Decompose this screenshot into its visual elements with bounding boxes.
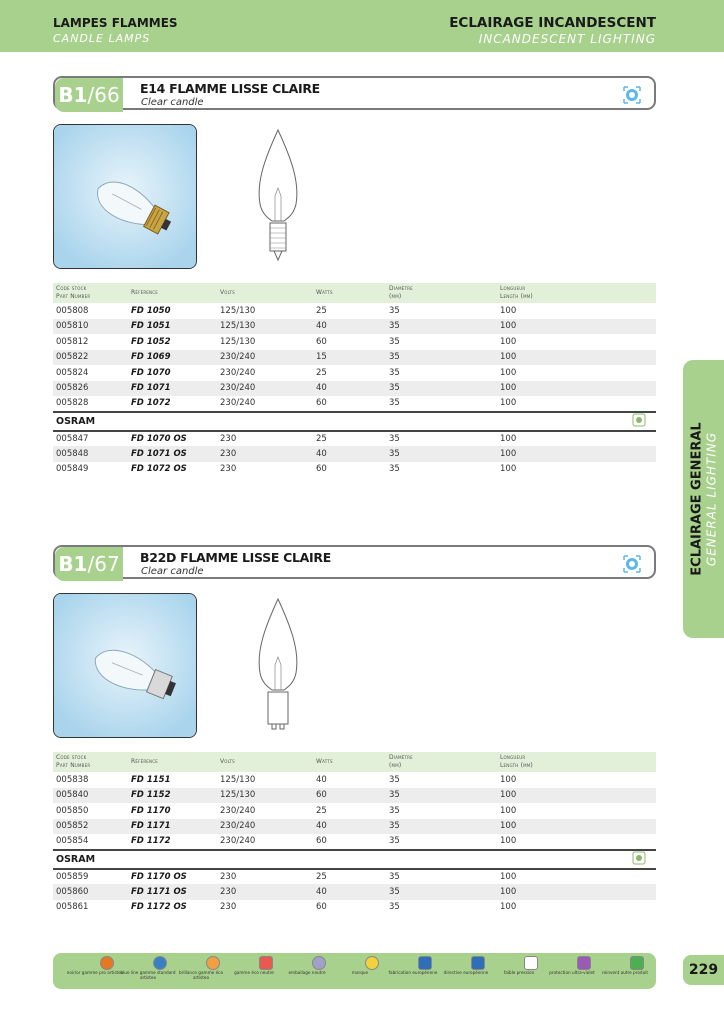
brand-product-rows	[53, 431, 656, 478]
clear-bulb-icon	[622, 85, 642, 105]
diameter-cell: 35	[389, 321, 400, 332]
watts-cell: 60	[316, 398, 327, 409]
product-section-b1-66	[53, 76, 656, 486]
column-header-length: Longueur Length (mm)	[500, 754, 533, 769]
diameter-cell: 35	[389, 886, 400, 897]
reference-cell: FD 1172 OS	[131, 902, 187, 913]
diameter-cell: 35	[389, 464, 400, 475]
volts-cell: 125/130	[220, 321, 256, 332]
length-cell: 100	[500, 836, 517, 847]
legend-label: reinvent autre produit	[601, 970, 649, 975]
length-cell: 100	[500, 448, 517, 459]
volts-cell: 230	[220, 433, 237, 444]
brand-icon	[632, 851, 646, 865]
section-title-bar	[53, 76, 656, 110]
length-cell: 100	[500, 305, 517, 316]
watts-cell: 15	[316, 352, 327, 363]
length-cell: 100	[500, 805, 517, 816]
column-header-diameter: Diamètre (mm)	[389, 754, 413, 769]
part-number-cell: 005859	[56, 871, 89, 882]
column-header-reference: Référence	[131, 758, 158, 765]
length-cell: 100	[500, 383, 517, 394]
blue-square-icon	[471, 956, 485, 970]
section-subtitle: Clear candle	[141, 97, 204, 108]
watts-cell: 40	[316, 774, 327, 785]
diameter-cell: 35	[389, 398, 400, 409]
table-row	[53, 446, 656, 462]
watts-cell: 60	[316, 902, 327, 913]
table-row	[53, 884, 656, 900]
part-number-cell: 005828	[56, 398, 89, 409]
watts-cell: 60	[316, 790, 327, 801]
legend-label: emballage neutre	[288, 970, 326, 975]
white-square-icon	[524, 956, 538, 970]
clear-bulb-icon	[622, 554, 642, 574]
orange-dot-icon	[100, 956, 114, 970]
badge-code-bold: B1	[58, 83, 88, 107]
watts-cell: 60	[316, 836, 327, 847]
volts-cell: 230/240	[220, 383, 256, 394]
orange-burst-icon	[206, 956, 220, 970]
product-photo	[53, 593, 197, 738]
volts-cell: 125/130	[220, 336, 256, 347]
column-header-part-number: Code stock Part Number	[56, 754, 91, 769]
badge-code-number: /67	[87, 552, 120, 576]
reference-cell: FD 1052	[131, 336, 171, 347]
brand-icon	[632, 413, 646, 427]
reference-cell: FD 1069	[131, 352, 171, 363]
volts-cell: 230	[220, 886, 237, 897]
reference-cell: FD 1152	[131, 790, 171, 801]
header-category-subtitle: CANDLE LAMPS	[53, 32, 151, 45]
volts-cell: 230	[220, 464, 237, 475]
table-row	[53, 381, 656, 397]
table-row	[53, 772, 656, 788]
part-number-cell: 005849	[56, 464, 89, 475]
diameter-cell: 35	[389, 836, 400, 847]
length-cell: 100	[500, 336, 517, 347]
header-section-title: ECLAIRAGE INCANDESCENT	[449, 15, 656, 31]
brand-name: OSRAM	[53, 850, 497, 869]
watts-cell: 60	[316, 464, 327, 475]
reference-cell: FD 1171	[131, 821, 171, 832]
diameter-cell: 35	[389, 821, 400, 832]
column-header-reference: Référence	[131, 289, 158, 296]
watts-cell: 40	[316, 383, 327, 394]
length-cell: 100	[500, 352, 517, 363]
part-number-cell: 005860	[56, 886, 89, 897]
part-number-cell: 005812	[56, 336, 89, 347]
column-header-volts: Volts	[220, 758, 235, 765]
yellow-dot-icon	[365, 956, 379, 970]
part-number-cell: 005838	[56, 774, 89, 785]
diameter-cell: 35	[389, 336, 400, 347]
diameter-cell: 35	[389, 902, 400, 913]
diameter-cell: 35	[389, 790, 400, 801]
part-number-cell: 005847	[56, 433, 89, 444]
badge-code-number: /66	[87, 83, 120, 107]
column-header-part-number: Code stock Part Number	[56, 285, 91, 300]
part-number-cell: 005840	[56, 790, 89, 801]
table-row	[53, 319, 656, 335]
table-row	[53, 334, 656, 350]
candle-bulb-b22d-icon	[54, 594, 197, 738]
watts-cell: 25	[316, 367, 327, 378]
product-table	[53, 283, 656, 477]
diameter-cell: 35	[389, 774, 400, 785]
brand-name: OSRAM	[53, 412, 497, 431]
length-cell: 100	[500, 886, 517, 897]
candle-bulb-e14-icon	[54, 125, 197, 269]
legend-label: faible pression	[503, 970, 535, 975]
reference-cell: FD 1072 OS	[131, 464, 187, 475]
watts-cell: 25	[316, 305, 327, 316]
brand-row	[53, 412, 656, 431]
volts-cell: 230/240	[220, 836, 256, 847]
volts-cell: 125/130	[220, 774, 256, 785]
legend-label: blue line gamme standard artisteo	[120, 970, 176, 980]
length-cell: 100	[500, 774, 517, 785]
volts-cell: 230/240	[220, 821, 256, 832]
reference-cell: FD 1050	[131, 305, 171, 316]
table-row	[53, 365, 656, 381]
product-rows	[53, 772, 656, 850]
header-left	[53, 15, 178, 46]
length-cell: 100	[500, 321, 517, 332]
diameter-cell: 35	[389, 383, 400, 394]
watts-cell: 40	[316, 821, 327, 832]
length-cell: 100	[500, 871, 517, 882]
table-row	[53, 900, 656, 916]
reference-cell: FD 1071 OS	[131, 448, 187, 459]
section-badge-code	[55, 547, 123, 581]
volts-cell: 230	[220, 448, 237, 459]
watts-cell: 60	[316, 336, 327, 347]
watts-cell: 25	[316, 433, 327, 444]
column-header-volts: Volts	[220, 289, 235, 296]
header-section-subtitle: INCANDESCENT LIGHTING	[478, 32, 656, 46]
side-tab-title: ECLAIRAGE GENERAL	[689, 422, 704, 576]
watts-cell: 25	[316, 805, 327, 816]
watts-cell: 25	[316, 871, 327, 882]
product-table	[53, 752, 656, 915]
length-cell: 100	[500, 433, 517, 444]
blue-square-icon	[418, 956, 432, 970]
table-row	[53, 788, 656, 804]
technical-drawing-b22d	[248, 595, 308, 740]
length-cell: 100	[500, 821, 517, 832]
section-badge-code	[55, 78, 123, 112]
legend-item	[601, 956, 655, 975]
reference-cell: FD 1171 OS	[131, 886, 187, 897]
volts-cell: 230	[220, 902, 237, 913]
column-header-watts: Watts	[316, 758, 333, 765]
column-header-diameter: Diamètre (mm)	[389, 285, 413, 300]
legend-label: noir/or gamme pro artisteo	[66, 970, 124, 975]
part-number-cell: 005854	[56, 836, 89, 847]
legend-label: marque	[351, 970, 369, 975]
table-row	[53, 431, 656, 447]
column-header-watts: Watts	[316, 289, 333, 296]
diameter-cell: 35	[389, 871, 400, 882]
length-cell: 100	[500, 902, 517, 913]
section-title-bar	[53, 545, 656, 579]
volts-cell: 230/240	[220, 398, 256, 409]
table-header-row	[53, 752, 656, 772]
table-row	[53, 303, 656, 319]
blue-dot-icon	[153, 956, 167, 970]
section-title: B22D FLAMME LISSE CLAIRE	[140, 550, 331, 565]
product-section-b1-67	[53, 545, 656, 935]
brand-product-rows	[53, 869, 656, 916]
table-row	[53, 803, 656, 819]
legend-label: directive européenne	[443, 970, 489, 975]
part-number-cell: 005822	[56, 352, 89, 363]
page-header	[0, 0, 724, 52]
table-row	[53, 396, 656, 412]
reference-cell: FD 1070 OS	[131, 433, 187, 444]
header-category-title: LAMPES FLAMMES	[53, 16, 178, 30]
table-row	[53, 350, 656, 366]
brand-row	[53, 850, 656, 869]
product-rows	[53, 303, 656, 412]
part-number-cell: 005850	[56, 805, 89, 816]
diameter-cell: 35	[389, 433, 400, 444]
header-right	[449, 15, 656, 46]
table-row	[53, 819, 656, 835]
length-cell: 100	[500, 464, 517, 475]
volts-cell: 125/130	[220, 790, 256, 801]
reference-cell: FD 1071	[131, 383, 171, 394]
watts-cell: 40	[316, 886, 327, 897]
table-row	[53, 462, 656, 478]
table-row	[53, 834, 656, 850]
legend-label: brillance gamme éco artisteo	[178, 970, 224, 980]
length-cell: 100	[500, 398, 517, 409]
part-number-cell: 005824	[56, 367, 89, 378]
legend-label: protection ultra-violet	[549, 970, 595, 975]
watts-cell: 40	[316, 321, 327, 332]
diameter-cell: 35	[389, 367, 400, 378]
diameter-cell: 35	[389, 805, 400, 816]
page-number: 229	[683, 955, 724, 985]
reference-cell: FD 1051	[131, 321, 171, 332]
reference-cell: FD 1172	[131, 836, 171, 847]
watts-cell: 40	[316, 448, 327, 459]
part-number-cell: 005826	[56, 383, 89, 394]
volts-cell: 230/240	[220, 367, 256, 378]
volts-cell: 230/240	[220, 805, 256, 816]
red-box-icon	[259, 956, 273, 970]
grey-dot-icon	[312, 956, 326, 970]
reference-cell: FD 1170	[131, 805, 171, 816]
volts-cell: 230	[220, 871, 237, 882]
reference-cell: FD 1170 OS	[131, 871, 187, 882]
footer-legend-bar	[53, 953, 656, 989]
green-box-icon	[630, 956, 644, 970]
volts-cell: 230/240	[220, 352, 256, 363]
product-photo	[53, 124, 197, 269]
part-number-cell: 005808	[56, 305, 89, 316]
technical-drawing-e14	[248, 126, 308, 271]
section-subtitle: Clear candle	[141, 566, 204, 577]
part-number-cell: 005810	[56, 321, 89, 332]
length-cell: 100	[500, 790, 517, 801]
reference-cell: FD 1072	[131, 398, 171, 409]
part-number-cell: 005848	[56, 448, 89, 459]
table-row	[53, 869, 656, 885]
part-number-cell: 005861	[56, 902, 89, 913]
uv-icon	[577, 956, 591, 970]
legend-label: gamme éco neutre	[234, 970, 274, 975]
section-title: E14 FLAMME LISSE CLAIRE	[140, 81, 320, 96]
part-number-cell: 005852	[56, 821, 89, 832]
reference-cell: FD 1070	[131, 367, 171, 378]
legend-item	[178, 956, 231, 980]
diameter-cell: 35	[389, 352, 400, 363]
table-header-row	[53, 283, 656, 303]
length-cell: 100	[500, 367, 517, 378]
badge-code-bold: B1	[58, 552, 88, 576]
reference-cell: FD 1151	[131, 774, 171, 785]
diameter-cell: 35	[389, 305, 400, 316]
diameter-cell: 35	[389, 448, 400, 459]
volts-cell: 125/130	[220, 305, 256, 316]
side-tab-text	[683, 360, 724, 638]
legend-label: fabrication européenne	[388, 970, 438, 975]
column-header-length: Longueur Length (mm)	[500, 285, 533, 300]
side-tab-subtitle: GENERAL LIGHTING	[704, 431, 718, 567]
